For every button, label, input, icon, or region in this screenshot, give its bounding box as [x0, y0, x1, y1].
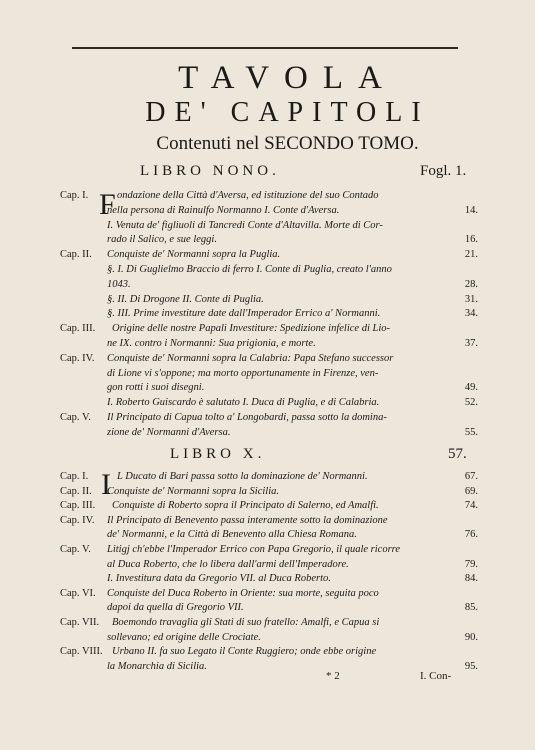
- page-number: 76.: [464, 529, 478, 541]
- toc-entry-line: [0, 220, 535, 235]
- chapter-label: Cap. III.: [60, 500, 96, 512]
- toc-entry-line: [0, 382, 535, 397]
- entry-text: Origine delle nostre Papali Investiture: Spedizione infelice di Lio-: [112, 323, 390, 335]
- page-number: 31.: [464, 293, 478, 305]
- toc-entry-line: [0, 323, 535, 338]
- toc-entry-line: [0, 544, 535, 559]
- entry-text: Conquiste de' Normanni sopra la Puglia.: [107, 249, 281, 261]
- signature-mark: * 2: [326, 670, 340, 682]
- book-nine-fogl: Fogl. 1.: [420, 163, 467, 179]
- entry-text: 1043.: [107, 278, 131, 290]
- catchword: I. Con-: [420, 670, 452, 682]
- page-number: 37.: [464, 338, 478, 349]
- entry-text: Conquiste de' Normanni sopra la Calabria: Papa Stefano successor: [107, 352, 394, 364]
- entry-text: nella persona di Rainulfo Normanno I. Conte d'Aversa.: [107, 204, 340, 216]
- entry-text: ne IX. contro i Normanni: Sua prigionia, e morte.: [107, 338, 316, 349]
- entry-text: I. Roberto Guiscardo è salutato I. Duca di Puglia, e di Calabria.: [107, 397, 380, 409]
- toc-entry-line: [0, 471, 535, 486]
- page-number: 16.: [464, 234, 478, 246]
- toc-entry-line: [0, 264, 535, 279]
- book-nine-heading: LIBRO NONO.: [140, 163, 280, 179]
- page-subtitle: DE' CAPITOLI: [145, 97, 430, 128]
- entry-text: zione de' Normanni d'Aversa.: [107, 426, 231, 438]
- page-number: 55.: [464, 426, 478, 438]
- toc-entry-line: [0, 617, 535, 632]
- toc-entry-line: [0, 294, 535, 309]
- book-ten-fogl: 57.: [448, 446, 467, 462]
- entry-text: la Monarchia di Sicilia.: [107, 660, 207, 672]
- entry-text: al Duca Roberto, che lo libera dall'armi dell'Imperadore.: [107, 558, 349, 570]
- toc-entry-line: [0, 515, 535, 530]
- entry-text: Conquiste del Duca Roberto in Oriente: sua morte, seguita poco: [107, 587, 379, 599]
- toc-entry-line: [0, 588, 535, 603]
- page-number: 69.: [464, 485, 478, 497]
- chapter-label: Cap. I.: [60, 190, 89, 201]
- toc-entry-line: [0, 234, 535, 249]
- entry-text: I. Venuta de' figliuoli di Tancredi Conte d'Altavilla. Morte di Cor-: [107, 219, 383, 231]
- entry-text: §. II. Di Drogone II. Conte di Puglia.: [107, 293, 264, 305]
- entry-text: §. III. Prime investiture date dall'Imperador Errico a' Normanni.: [107, 308, 381, 320]
- entry-text: rado il Salico, e sue leggi.: [107, 234, 217, 246]
- entry-text: I. Investitura data da Gregorio VII. al Duca Roberto.: [107, 573, 331, 585]
- entry-text: Litigj ch'ebbe l'Imperador Errico con Papa Gregorio, il quale ricorre: [107, 544, 401, 555]
- toc-entry-line: [0, 368, 535, 383]
- chapter-label: Cap. VII.: [60, 617, 100, 628]
- chapter-label: Cap. II.: [60, 249, 92, 261]
- page-number: 74.: [464, 500, 478, 512]
- page-number: 52.: [464, 397, 478, 409]
- chapter-label: Cap. VIII.: [60, 646, 103, 658]
- toc-entry-line: [0, 412, 535, 427]
- entry-text: gon rotti i suoi disegni.: [107, 382, 205, 394]
- toc-entry-line: [0, 559, 535, 574]
- entry-text: Conquiste di Roberto sopra il Principato di Salerno, ed Amalfi.: [112, 500, 379, 512]
- header-rule: [72, 47, 458, 49]
- toc-entry-line: [0, 279, 535, 294]
- toc-entry-line: [0, 529, 535, 544]
- toc-entry-line: [0, 646, 535, 661]
- entry-text: Il Principato di Capua tolto a' Longobardi, passa sotto la domina-: [107, 412, 387, 423]
- page-number: 95.: [464, 660, 478, 672]
- book-ten-dropcap: I: [101, 468, 111, 501]
- page-number: 79.: [464, 558, 478, 570]
- entry-text: ondazione della Città d'Aversa, ed istituzione del suo Contado: [117, 190, 379, 201]
- page-number: 21.: [464, 249, 478, 261]
- chapter-label: Cap. III.: [60, 323, 96, 335]
- page-number: 67.: [464, 471, 478, 482]
- contents-note: Contenuti nel SECONDO TOMO.: [156, 133, 419, 154]
- toc-entry-line: [0, 353, 535, 368]
- toc-entry-line: [0, 249, 535, 264]
- chapter-label: Cap. V.: [60, 412, 91, 423]
- entry-text: sollevano; ed origine delle Crociate.: [107, 631, 261, 643]
- chapter-label: Cap. IV.: [60, 352, 95, 364]
- page-number: 49.: [464, 382, 478, 394]
- page-number: 90.: [464, 631, 478, 643]
- chapter-label: Cap. VI.: [60, 587, 96, 599]
- entry-text: de' Normanni, e la Città di Benevento alla Chiesa Romana.: [107, 529, 357, 541]
- toc-entry-line: [0, 397, 535, 412]
- toc-entry-line: [0, 661, 535, 676]
- toc-entry-line: [0, 632, 535, 647]
- toc-entry-line: [0, 338, 535, 353]
- entry-text: L Ducato di Bari passa sotto la dominazione de' Normanni.: [117, 471, 368, 482]
- toc-entry-line: [0, 486, 535, 501]
- book-ten-heading: LIBRO X.: [170, 446, 266, 462]
- page-number: 34.: [464, 308, 478, 320]
- chapter-label: Cap. II.: [60, 485, 92, 497]
- toc-entry-line: [0, 602, 535, 617]
- toc-entry-line: [0, 190, 535, 205]
- entry-text: Urbano II. fa suo Legato il Conte Ruggiero; onde ebbe origine: [112, 646, 377, 658]
- book-nine-dropcap: F: [99, 188, 116, 221]
- chapter-label: Cap. IV.: [60, 514, 95, 526]
- page-number: 84.: [464, 573, 478, 585]
- toc-entry-line: [0, 205, 535, 220]
- chapter-label: Cap. I.: [60, 471, 89, 482]
- entry-text: Il Principato di Benevento passa interamente sotto la dominazione: [107, 514, 388, 526]
- page-number: 14.: [464, 204, 478, 216]
- entry-text: di Lione vi s'oppone; ma morto opportunamente in Firenze, ven-: [107, 367, 379, 379]
- entry-text: §. I. Di Guglielmo Braccio di ferro I. Conte di Puglia, creato l'anno: [107, 264, 392, 275]
- chapter-label: Cap. V.: [60, 544, 91, 555]
- entry-text: Boemondo travaglia gli Stati di suo fratello: Amalfi, e Capua si: [112, 617, 380, 628]
- toc-entry-line: [0, 500, 535, 515]
- page-title: TAVOLA: [178, 60, 397, 96]
- toc-entry-line: [0, 427, 535, 442]
- page-number: 28.: [464, 278, 478, 290]
- page-number: 85.: [464, 602, 478, 614]
- entry-text: Conquiste de' Normanni sopra la Sicilia.: [107, 485, 279, 497]
- toc-entry-line: [0, 573, 535, 588]
- entry-text: dapoi da quella di Gregorio VII.: [107, 602, 244, 614]
- toc-entry-line: [0, 308, 535, 323]
